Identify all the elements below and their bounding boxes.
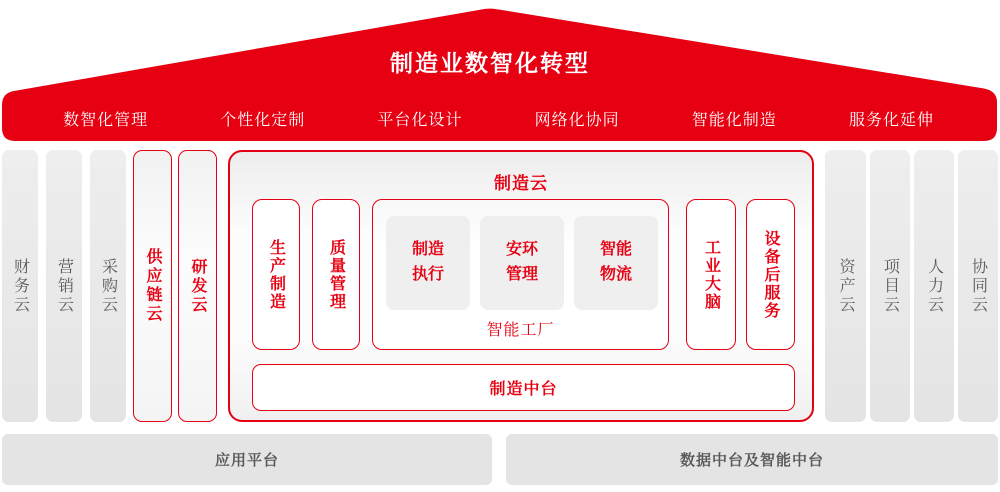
column-finance-cloud — [2, 150, 38, 422]
column-supply-chain-cloud-label: 供应链云 — [144, 248, 161, 324]
column-project-cloud-label: 项目云 — [881, 257, 899, 315]
app-platform-bar — [2, 434, 492, 485]
column-marketing-cloud-label: 营销云 — [55, 257, 73, 315]
page-title: 制造业数智化转型 — [390, 50, 590, 76]
app-platform-label: 应用平台 — [214, 452, 279, 469]
box-production-manufacturing — [252, 199, 300, 350]
box-industrial-brain — [686, 199, 736, 350]
box-industrial-brain-label: 工业大脑 — [702, 238, 720, 311]
module-manufacturing-execution-line1: 制造 — [411, 241, 444, 259]
column-procurement-cloud-label: 采购云 — [99, 257, 117, 315]
module-safety-environment — [480, 216, 564, 310]
column-collaboration-cloud-label: 协同云 — [969, 257, 987, 315]
manufacturing-middle-platform-bar — [252, 364, 795, 411]
box-quality-management-label: 质量管理 — [327, 238, 345, 311]
box-equipment-after-service-label: 设备后服务 — [762, 229, 779, 320]
module-smart-logistics — [574, 216, 658, 310]
module-safety-environment-line1: 安环 — [505, 241, 538, 259]
column-asset-cloud-label: 资产云 — [837, 257, 854, 315]
data-middle-platform-bar — [506, 434, 998, 485]
banner-label-network-collaboration: 网络化协同 — [534, 111, 620, 129]
column-procurement-cloud — [90, 150, 126, 422]
banner-label-intelligent-manufacturing: 智能化制造 — [691, 111, 777, 129]
module-manufacturing-execution — [386, 216, 470, 310]
column-supply-chain-cloud — [133, 150, 172, 422]
banner-label-personalized-customization: 个性化定制 — [220, 111, 306, 129]
banner-label-service-extension: 服务化延伸 — [848, 111, 934, 129]
column-asset-cloud — [825, 150, 866, 422]
banner-label-platform-design: 平台化设计 — [377, 111, 463, 129]
module-smart-logistics-line1: 智能 — [599, 241, 632, 259]
column-hr-cloud — [914, 150, 954, 422]
box-quality-management — [312, 199, 360, 350]
column-rd-cloud — [178, 150, 217, 422]
manufacturing-middle-platform-label: 制造中台 — [489, 381, 558, 398]
column-finance-cloud-label: 财务云 — [11, 257, 29, 315]
module-smart-logistics-line2: 物流 — [599, 266, 632, 283]
smart-factory-box — [372, 199, 669, 350]
smart-factory-label: 智能工厂 — [486, 322, 555, 339]
box-equipment-after-service — [746, 199, 795, 350]
module-manufacturing-execution-line2: 执行 — [411, 266, 444, 283]
column-hr-cloud-label: 人力云 — [925, 257, 943, 315]
banner-label-row — [27, 105, 970, 131]
manufacturing-cloud-box — [228, 150, 814, 422]
column-collaboration-cloud — [958, 150, 998, 422]
banner-label-digital-management: 数智化管理 — [63, 111, 149, 129]
column-project-cloud — [870, 150, 910, 422]
column-rd-cloud-label: 研发云 — [189, 257, 206, 315]
data-middle-platform-label: 数据中台及智能中台 — [679, 452, 824, 469]
manufacturing-cloud-title: 制造云 — [494, 174, 548, 193]
column-marketing-cloud — [46, 150, 82, 422]
module-safety-environment-line2: 管理 — [505, 266, 538, 283]
box-production-manufacturing-label: 生产制造 — [267, 238, 285, 311]
